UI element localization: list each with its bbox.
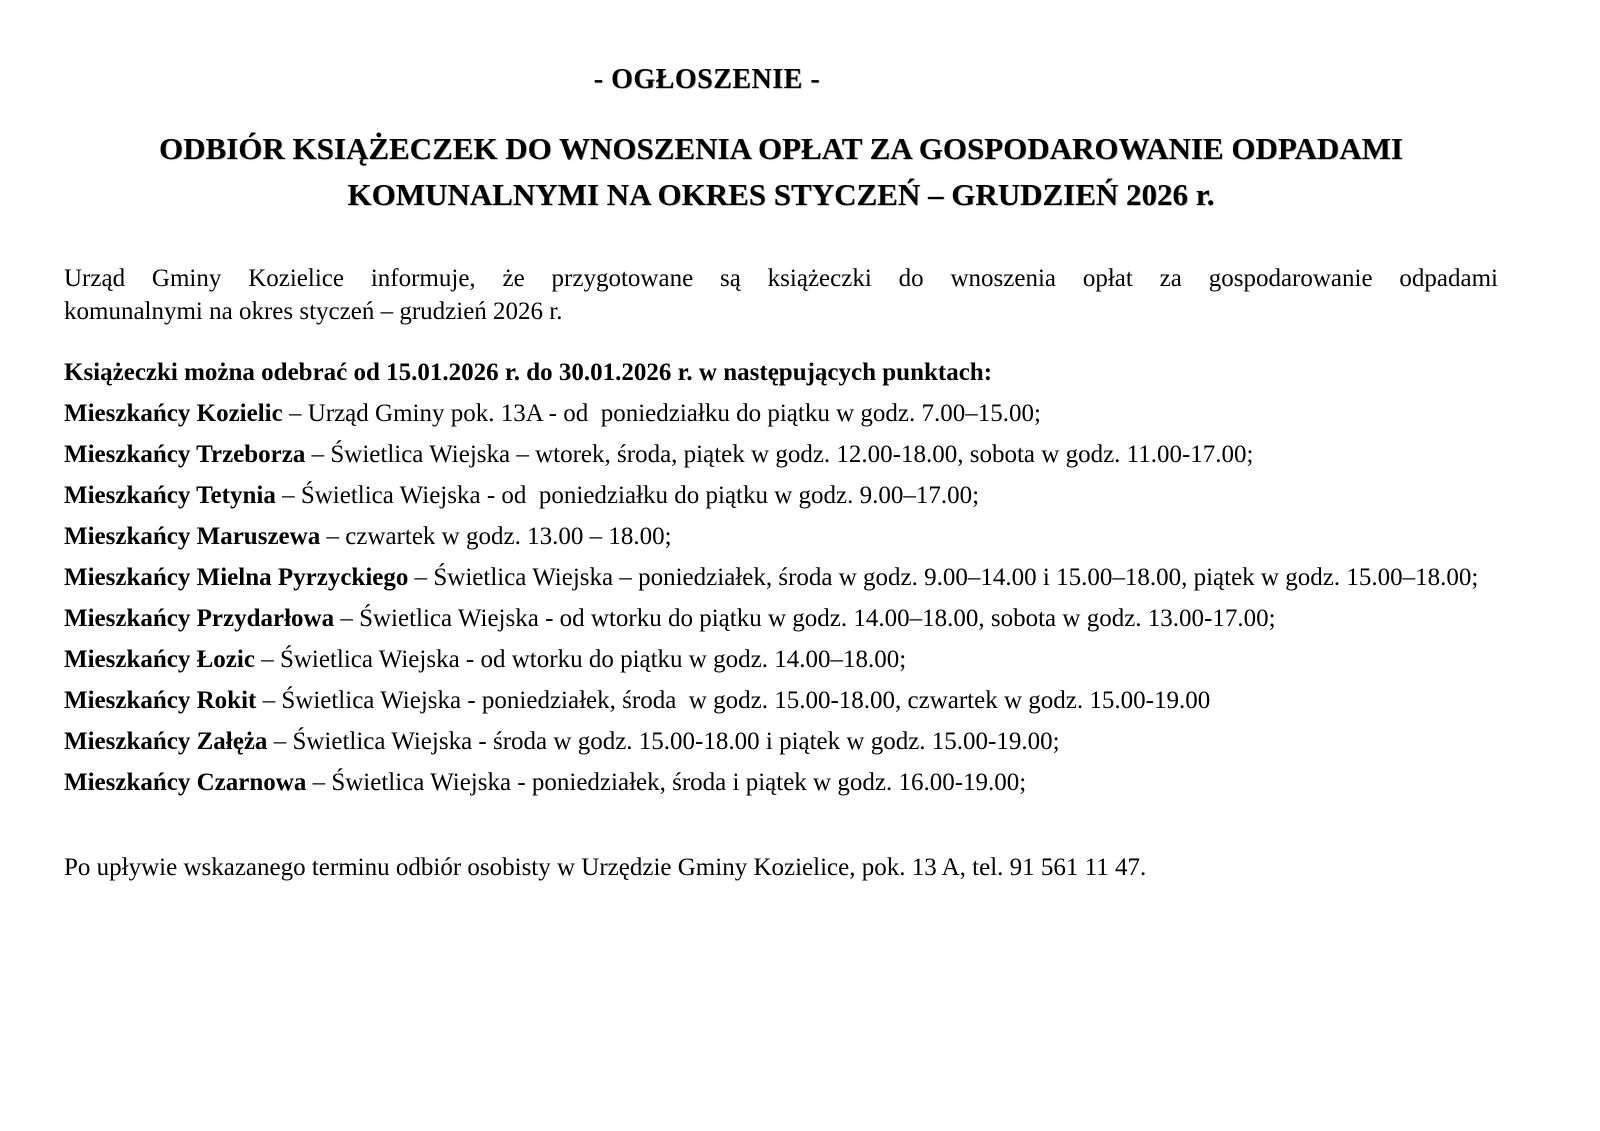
intro-paragraph [64, 262, 1498, 328]
location-details: – Świetlica Wiejska - poniedziałek, środa i piątek w godz. 16.00-19.00; [312, 769, 1027, 796]
location-name: Mieszkańcy Maruszewa [64, 523, 321, 550]
document-heading [64, 126, 1498, 218]
pickup-info-heading: Książeczki można odebrać od 15.01.2026 r. do 30.01.2026 r. w następujących punktach: [64, 359, 993, 386]
location-name: Mieszkańcy Załęża [64, 728, 268, 755]
heading-line-2: KOMUNALNYMI NA OKRES STYCZEŃ – GRUDZIEŃ 2026 r. [347, 177, 1215, 212]
intro-line-2: komunalnymi na okres styczeń – grudzień 2026 r. [64, 298, 563, 325]
location-item [64, 726, 1498, 758]
location-details: – Świetlica Wiejska - poniedziałek, środa w godz. 15.00-18.00, czwartek w godz. 15.00-19.00 [262, 687, 1211, 714]
location-name: Mieszkańcy Mielna Pyrzyckiego [64, 564, 409, 591]
location-item [64, 521, 1498, 553]
location-item [64, 603, 1498, 635]
intro-line-1: Urząd Gminy Kozielice informuje, że przygotowane są książeczki do wnoszenia opłat za gospodarowanie odpadami [64, 265, 1498, 292]
locations-list [64, 398, 1498, 799]
location-details: – Świetlica Wiejska - od poniedziałku do piątku w godz. 9.00–17.00; [282, 482, 980, 509]
location-name: Mieszkańcy Tetynia [64, 482, 276, 509]
location-item [64, 644, 1498, 676]
location-name: Mieszkańcy Łozic [64, 646, 255, 673]
location-details: – Świetlica Wiejska – wtorek, środa, piątek w godz. 12.00-18.00, sobota w godz. 11.00-17.00; [311, 441, 1254, 468]
location-details: – Świetlica Wiejska - od wtorku do piątku w godz. 14.00–18.00; [261, 646, 907, 673]
location-name: Mieszkańcy Czarnowa [64, 769, 307, 796]
location-item [64, 562, 1498, 594]
location-item [64, 439, 1498, 471]
location-details: – czwartek w godz. 13.00 – 18.00; [326, 523, 672, 550]
location-item [64, 685, 1498, 717]
location-name: Mieszkańcy Trzeborza [64, 441, 306, 468]
location-item [64, 767, 1498, 799]
location-details: – Świetlica Wiejska - od wtorku do piątku w godz. 14.00–18.00, sobota w godz. 13.00-17.00; [340, 605, 1276, 632]
heading-line-1: ODBIÓR KSIĄŻECZEK DO WNOSZENIA OPŁAT ZA GOSPODAROWANIE ODPADAMI [159, 131, 1403, 166]
location-name: Mieszkańcy Rokit [64, 687, 257, 714]
location-item [64, 398, 1498, 430]
location-name: Mieszkańcy Przydarłowa [64, 605, 335, 632]
location-item [64, 480, 1498, 512]
location-details: – Świetlica Wiejska – poniedziałek, środa w godz. 9.00–14.00 i 15.00–18.00, piątek w godz. 15.00–18.00; [414, 564, 1479, 591]
footer-note: Po upływie wskazanego terminu odbiór osobisty w Urzędzie Gminy Kozielice, pok. 13 A, tel. 91 561 11 47. [64, 854, 1147, 881]
location-name: Mieszkańcy Kozielic [64, 400, 283, 427]
location-details: – Urząd Gminy pok. 13A - od poniedziałku do piątku w godz. 7.00–15.00; [288, 400, 1041, 427]
location-details: – Świetlica Wiejska - środa w godz. 15.00-18.00 i piątek w godz. 15.00-19.00; [273, 728, 1060, 755]
document-title: - OGŁOSZENIE - [593, 64, 821, 95]
